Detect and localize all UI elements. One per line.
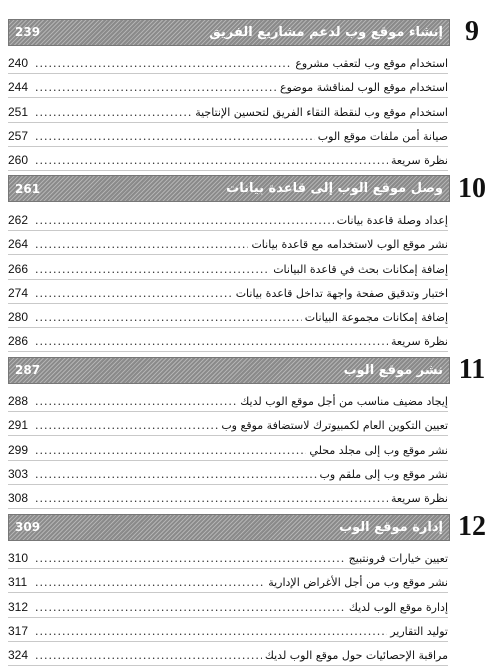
leader-dots — [35, 130, 315, 143]
entry-title: صيانة أمن ملفات موقع الوب — [317, 129, 448, 143]
leader-dots — [35, 444, 306, 457]
chapter-title: إنشاء موقع وب لدعم مشاريع الفريق — [209, 24, 443, 40]
toc-entry — [8, 231, 448, 255]
entry-page: 291 — [8, 418, 29, 433]
entry-page: 308 — [8, 491, 29, 505]
toc-entry — [8, 255, 448, 279]
toc-entry — [8, 98, 448, 122]
entry-title: إدارة موقع الوب لديك — [348, 600, 448, 614]
entry-title: نشر موقع وب من أجل الأغراض الإدارية — [268, 576, 448, 590]
toc-entry — [8, 207, 448, 231]
toc-entry — [8, 50, 448, 74]
leader-dots — [35, 106, 192, 119]
leader-dots — [35, 625, 387, 638]
chapter-title: إدارة موقع الوب — [339, 519, 443, 535]
entry-title: نشر موقع وب إلى ملقم وب — [319, 467, 448, 481]
chapter-header — [8, 171, 494, 207]
entry-page: 288 — [8, 394, 29, 409]
leader-dots — [35, 552, 346, 565]
leader-dots — [35, 57, 292, 70]
leader-dots — [35, 154, 388, 167]
toc-entry — [8, 461, 448, 485]
leader-dots — [35, 601, 346, 614]
entry-page: 251 — [8, 104, 29, 119]
leader-dots — [35, 395, 237, 408]
chapter-header — [8, 352, 494, 388]
chapter-title-bar — [8, 175, 450, 202]
entry-title: نشر موقع الوب لاستخدامه مع قاعدة بيانات — [251, 238, 448, 252]
entry-title: مراقبة الإحصائيات حول موقع الوب لديك — [264, 648, 448, 662]
chapter-title: نشر موقع الوب — [343, 362, 443, 378]
leader-dots — [35, 335, 388, 348]
entry-page: 299 — [8, 442, 29, 457]
chapter-header — [8, 509, 494, 545]
chapter-12 — [0, 509, 500, 666]
chapter-title-bar — [8, 357, 450, 384]
toc-entry — [8, 123, 448, 147]
chapter-10 — [0, 171, 500, 352]
entry-page: 240 — [8, 56, 29, 71]
entry-page: 317 — [8, 623, 29, 638]
chapter-title: وصل موقع الوب إلى قاعدة بيانات — [226, 181, 443, 197]
entry-title: إضافة إمكانات بحث في قاعدة البيانات — [273, 262, 448, 276]
leader-dots — [35, 492, 388, 505]
entry-title: نظرة سريعة — [391, 153, 448, 167]
toc-entry — [8, 280, 448, 304]
entry-title: نشر موقع وب إلى مجلد محلي — [309, 443, 448, 457]
chapter-page-number: 239 — [15, 25, 41, 39]
toc-entry — [8, 412, 448, 436]
toc-entry — [8, 618, 448, 642]
entry-page: 266 — [8, 261, 29, 276]
entry-title: استخدام موقع الوب لمناقشة موضوع — [280, 81, 448, 95]
chapter-page-number: 287 — [15, 363, 41, 378]
leader-dots — [35, 287, 233, 300]
entry-title: نظرة سريعة — [391, 492, 448, 505]
entry-page: 310 — [8, 551, 29, 566]
entry-page: 262 — [8, 213, 29, 228]
chapter-page-number: 261 — [15, 181, 41, 196]
entry-page: 286 — [8, 334, 29, 349]
leader-dots — [35, 238, 248, 251]
toc-entry — [8, 147, 448, 171]
entry-page: 257 — [8, 128, 29, 143]
leader-dots — [35, 214, 334, 227]
entry-title: تعيين التكوين العام لكمبيوترك لاستضافة موقع وب — [221, 419, 448, 433]
toc-entry — [8, 388, 448, 412]
entry-page: 324 — [8, 647, 29, 662]
chapter-11 — [0, 352, 500, 509]
entry-title: استخدام موقع وب لتعقب مشروع — [295, 57, 448, 71]
chapter-number: 12 — [458, 511, 486, 542]
entry-page: 311 — [8, 575, 28, 590]
chapter-number: 10 — [458, 172, 486, 204]
entry-title: تعيين خيارات فرونتبيج — [348, 552, 448, 566]
entry-title: توليد التقارير — [390, 624, 448, 638]
leader-dots — [35, 81, 277, 94]
chapter-9 — [0, 14, 500, 171]
chapter-title-bar — [8, 19, 450, 46]
entry-page: 303 — [8, 466, 29, 481]
toc-entry — [8, 545, 448, 569]
toc-entry — [8, 328, 448, 352]
toc-entry — [8, 485, 448, 509]
chapter-number: 9 — [465, 16, 479, 47]
toc-entry — [8, 304, 448, 328]
toc-entry — [8, 642, 448, 666]
entry-page: 280 — [8, 309, 29, 324]
leader-dots — [35, 576, 265, 589]
leader-dots — [35, 419, 218, 432]
entry-page: 244 — [8, 80, 29, 95]
leader-dots — [35, 263, 270, 276]
toc-entry — [8, 436, 448, 460]
entry-title: إيجاد مضيف مناسب من أجل موقع الوب لديك — [240, 395, 448, 409]
leader-dots — [35, 649, 262, 662]
entry-page: 264 — [8, 237, 29, 252]
toc-entry — [8, 593, 448, 617]
entry-title: إعداد وصلة قاعدة بيانات — [336, 214, 448, 228]
entry-page: 312 — [8, 599, 29, 614]
chapter-page-number: 309 — [15, 520, 41, 534]
entry-title: استخدام موقع وب لنقطة التقاء الفريق لتحسين الإنتاجية — [195, 105, 448, 119]
leader-dots — [35, 311, 302, 324]
leader-dots — [35, 468, 317, 481]
chapter-header — [8, 14, 494, 50]
chapter-number: 11 — [458, 354, 486, 386]
entry-page: 274 — [8, 285, 29, 300]
entry-page: 260 — [8, 152, 29, 167]
entry-title: نظرة سريعة — [391, 335, 448, 349]
entry-title: اختبار وتدقيق صفحة واجهة تداخل قاعدة بيانات — [235, 286, 448, 300]
toc-entry — [8, 74, 448, 98]
chapter-title-bar — [8, 514, 450, 541]
toc-entry — [8, 569, 448, 593]
entry-title: إضافة إمكانات مجموعة البيانات — [304, 310, 448, 324]
